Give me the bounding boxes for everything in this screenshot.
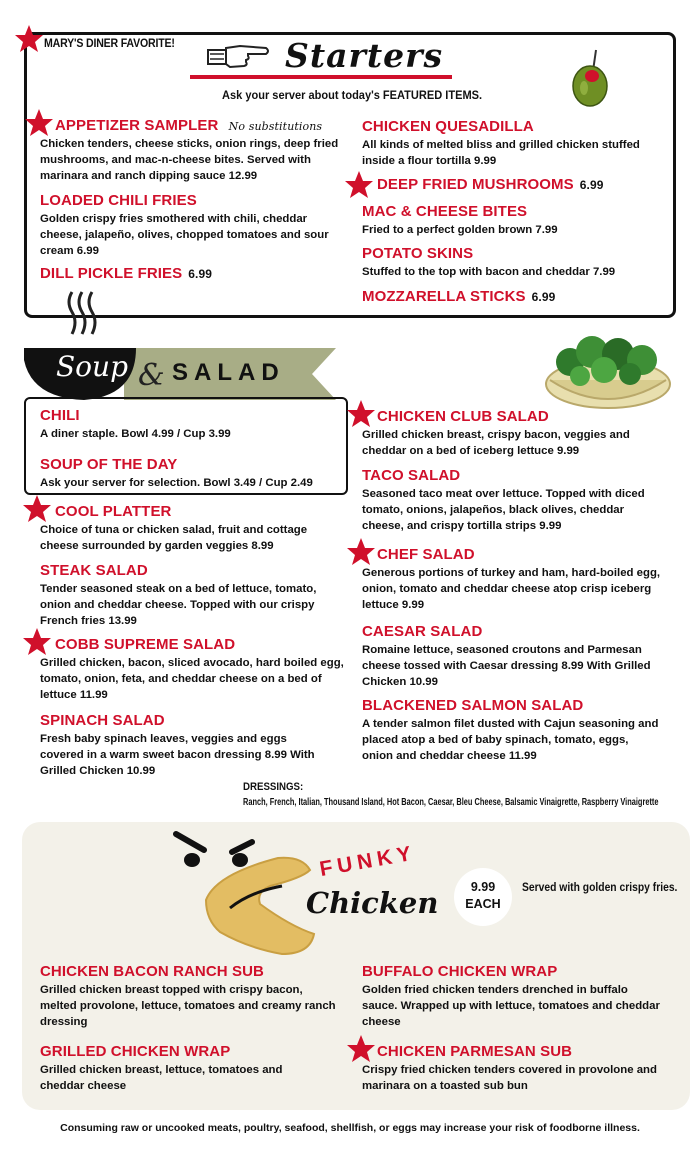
star-icon	[14, 24, 44, 54]
item-desc: A diner staple. Bowl 4.99 / Cup 3.99	[40, 428, 231, 440]
salad-bowl-icon	[540, 322, 676, 419]
item-desc: Generous portions of turkey and ham, hard-boiled egg, onion, tomato and cheddar cheese atop crisp iceberg lettuce 9.99	[362, 567, 661, 611]
item-name: GRILLED CHICKEN WRAP	[40, 1043, 231, 1060]
item-name: MOZZARELLA STICKS 6.99	[362, 288, 556, 305]
item-name: MAC & CHEESE BITES	[362, 203, 528, 220]
footer-disclaimer: Consuming raw or uncooked meats, poultry, seafood, shellfish, or eggs may increase your risk of foodborne illness.	[60, 1122, 640, 1134]
item-name: CHILI	[40, 407, 80, 424]
item-desc: Tender seasoned steak on a bed of lettuce, tomato, onion and cheddar cheese. Topped with our crispy French fries 13.99	[40, 583, 317, 627]
banner-salad: SALAD	[172, 359, 285, 386]
favorite-badge: MARY'S DINER FAVORITE!	[44, 38, 175, 50]
item-desc: Romaine lettuce, seasoned croutons and Parmesan cheese tossed with Caesar dressing 8.99 With Grilled Chicken 10.99	[362, 644, 651, 688]
item-desc: All kinds of melted bliss and grilled chicken stuffed inside a flour tortilla 9.99	[362, 139, 640, 167]
star-icon	[22, 494, 52, 524]
item-name: CHICKEN QUESADILLA	[362, 118, 534, 135]
chicken-face-icon	[170, 830, 320, 965]
item-note: No substitutions	[228, 120, 323, 133]
item-desc: Crispy fried chicken tenders covered in provolone and marinara on a toasted sub bun	[362, 1064, 657, 1092]
star-icon	[344, 170, 374, 200]
item-price: 6.99	[188, 267, 213, 281]
item-name: DILL PICKLE FRIES 6.99	[40, 265, 213, 282]
item-desc: Ask your server for selection. Bowl 3.49 / Cup 2.49	[40, 477, 313, 489]
item-desc: Grilled chicken breast topped with crispy bacon, melted provolone, lettuce, tomatoes and creamy ranch dressing	[40, 984, 336, 1028]
item-desc: Golden fried chicken tenders drenched in buffalo sauce. Wrapped up with lettuce, tomatoes and cheddar cheese	[362, 984, 660, 1028]
star-icon	[346, 537, 376, 567]
item-name: COBB SUPREME SALAD	[55, 636, 236, 653]
steam-icon	[66, 290, 100, 345]
item-desc: Seasoned taco meat over lettuce. Topped with diced tomato, onions, jalapeños, black olives, cheddar cheese, and crispy tortilla strips 9.99	[362, 488, 645, 532]
banner-ampersand: &	[138, 358, 165, 393]
item-desc: Choice of tuna or chicken salad, fruit and cottage cheese surrounded by garden veggies 8.99	[40, 524, 308, 552]
dressings-list: Ranch, French, Italian, Thousand Island, Hot Bacon, Caesar, Bleu Cheese, Balsamic Vinaigrette, Raspberry Vinaigrette	[243, 797, 659, 808]
item-desc: Fresh baby spinach leaves, veggies and eggs covered in a warm sweet bacon dressing 8.99 With Grilled Chicken 10.99	[40, 733, 315, 777]
item-desc: Fried to a perfect golden brown 7.99	[362, 224, 558, 236]
title-underline	[190, 75, 452, 79]
item-price: 6.99	[531, 290, 556, 304]
item-name: POTATO SKINS	[362, 245, 474, 262]
star-icon	[24, 108, 54, 138]
item-name: APPETIZER SAMPLER No substitutions	[55, 117, 323, 134]
item-desc: Grilled chicken breast, crispy bacon, veggies and cheddar on a bed of iceberg lettuce 9.99	[362, 429, 630, 457]
funky-price: 9.99	[470, 880, 496, 894]
starters-subtitle: Ask your server about today's FEATURED ITEMS.	[222, 88, 483, 102]
item-desc: Golden crispy fries smothered with chili, cheddar cheese, jalapeño, olives, chopped tomatoes and sour cream 6.99	[40, 213, 329, 257]
item-name: SPINACH SALAD	[40, 712, 165, 729]
item-name: BUFFALO CHICKEN WRAP	[362, 963, 558, 980]
item-desc: Stuffed to the top with bacon and cheddar 7.99	[362, 266, 616, 278]
banner-soup: Soup	[56, 350, 128, 383]
item-name: DEEP FRIED MUSHROOMS 6.99	[377, 176, 604, 193]
item-name: CHICKEN BACON RANCH SUB	[40, 963, 264, 980]
funky-title: FUNKY	[317, 841, 418, 882]
item-name: CHICKEN PARMESAN SUB	[377, 1043, 573, 1060]
item-name: TACO SALAD	[362, 467, 461, 484]
item-desc: Grilled chicken breast, lettuce, tomatoes and cheddar cheese	[40, 1064, 283, 1092]
item-name: SOUP OF THE DAY	[40, 456, 178, 473]
item-name: LOADED CHILI FRIES	[40, 192, 197, 209]
star-icon	[346, 1034, 376, 1064]
chicken-title: Chicken	[306, 886, 439, 920]
served-with: Served with golden crispy fries.	[522, 880, 678, 894]
item-name: BLACKENED SALMON SALAD	[362, 697, 584, 714]
item-name: CHEF SALAD	[377, 546, 475, 563]
starters-title: Starters	[285, 36, 444, 75]
item-desc: Grilled chicken, bacon, sliced avocado, hard boiled egg, tomato, onion, feta, and cheddar cheese on a bed of lettuce 11.99	[40, 657, 344, 701]
star-icon	[22, 627, 52, 657]
funky-price-unit: EACH	[465, 897, 501, 911]
item-desc: Chicken tenders, cheese sticks, onion rings, deep fried mushrooms, and mac-n-cheese bites. Served with marinara and ranch dipping sauce 12.99	[40, 138, 339, 182]
item-name: COOL PLATTER	[55, 503, 172, 520]
dressings-label: DRESSINGS:	[243, 781, 304, 793]
olive-icon	[566, 48, 616, 119]
item-name: CAESAR SALAD	[362, 623, 483, 640]
star-icon	[346, 399, 376, 429]
pointing-hand-icon	[204, 40, 270, 77]
item-desc: A tender salmon filet dusted with Cajun seasoning and placed atop a bed of baby spinach, tomato, eggs, onion and cheddar cheese 11.99	[362, 718, 659, 762]
item-price: 6.99	[579, 178, 604, 192]
item-name: CHICKEN CLUB SALAD	[377, 408, 549, 425]
item-name: STEAK SALAD	[40, 562, 148, 579]
